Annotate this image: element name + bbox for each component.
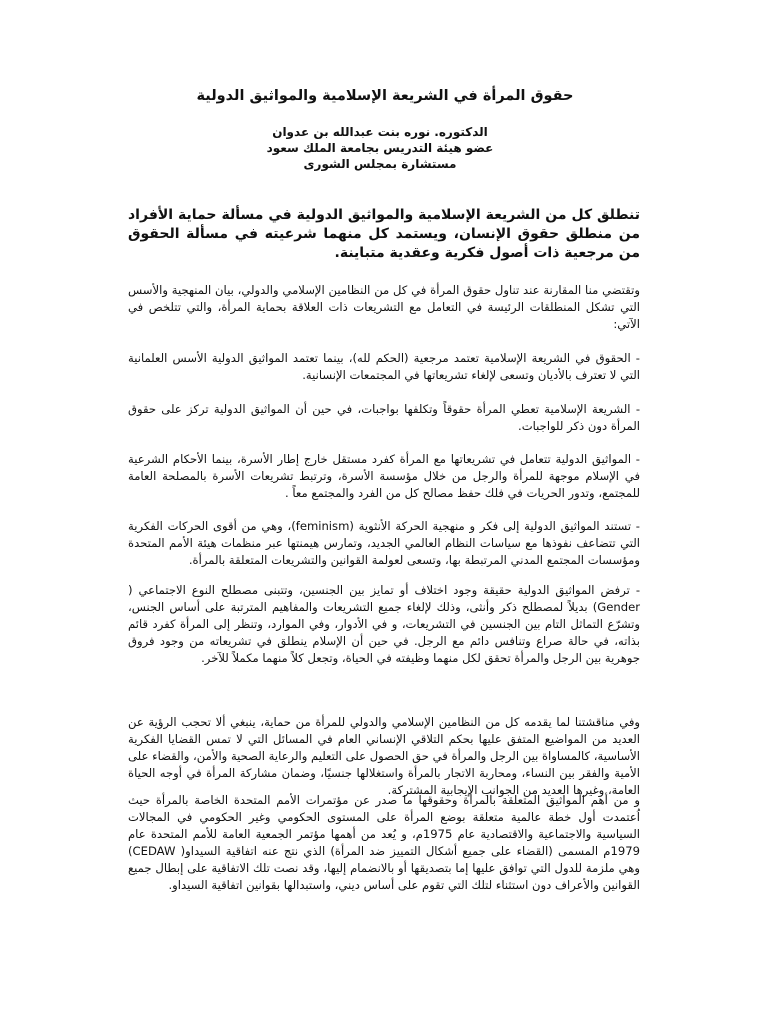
point-reference-paragraph: - الحقوق في الشريعة الإسلامية تعتمد مرجعية (الحكم لله)، بينما تعتمد المواثيق الدولية الأسس العلمانية التي لا تعترف بالأديان وتسعى لإلغاء تشريعاتها في المجتمعات الإنسانية. <box>128 351 640 382</box>
conventions-paragraph: و من أهم المواثيق المتعلقة بالمرأة وحقوقها ما صدر عن مؤتمرات الأمم المتحدة الخاصة بالمرأة حيث اُعتمدت أول خطة عالمية متعلقة بوضع المرأة على المستوى الحكومي وغير الحكومي في المجالات السياسية والاجتماعية والاقتصادية عام 1975م، و يُعد من أهمها مؤتمر الجمعية العامة للأمم المتحدة عام 1979م المسمى (القضاء على جميع أشكال التمييز ضد المرأة) الذي نتج عنه اتفاقية السيداو( CEDAW) وهي ملزمة للدول التي توافق عليها إما بتصديقها أو بالانضمام إليها، وقد نصت تلك الاتفاقية على إبطال جميع القوانين والأعراف دون استثناء لتلك التي تقوم على أساس ديني، واستبدالها بقوانين اتفاقية السيداو. <box>128 793 640 892</box>
point-gender-paragraph: - ترفض المواثيق الدولية حقيقة وجود اختلاف أو تمايز بين الجنسين، وتتبنى مصطلح النوع الاجتماعي ( Gender) بديلاً لمصطلح ذكر وأنثى، وذلك لإلغاء جميع التشريعات والمفاهيم المترتبة على أساس الجنس، وتشرّع التماثل التام بين الجنسين في التشريعات، و في الأدوار، وفي الموارد، وتنظر إلى المرأة كفرد قائم بذاته، في حالة صراع وتنافس دائم مع الرجل. في حين أن الإسلام ينطلق في تشريعاته من وجود فروق جوهرية بين الرجل والمرأة تحقق لكل منهما وظيفته في الحياة، وتجعل كلاً منهما مكملاً للآخر. <box>128 583 640 665</box>
document-title: حقوق المرأة في الشريعة الإسلامية والمواثيق الدولية <box>196 88 574 104</box>
author-block <box>200 124 560 172</box>
discussion-paragraph: وفي مناقشتنا لما يقدمه كل من النظامين الإسلامي والدولي للمرأة من حماية، ينبغي ألا تحجب الرؤية عن العديد من المواضيع المتفق عليها بحكم التلاقي الإنساني العام في المسائل التي لا تمس القضايا الفكرية الأساسية، كالمساواة بين الرجل والمرأة في حق الحصول على التعليم والرعاية الصحية والأمن، والقضاء على الأمية والفقر بين النساء، ومحاربة الاتجار بالمرأة واستغلالها جنسيًا، وضمان مشاركة المرأة في أوجه الحياة العامة، وغيرها العديد من الجوانب الإيجابية المشتركة. <box>128 715 640 797</box>
author-position: عضو هيئة التدريس بجامعة الملك سعود <box>266 141 494 155</box>
author-name: الدكتوره. نوره بنت عبدالله بن عدوان <box>272 125 488 139</box>
point-feminism-paragraph: - تستند المواثيق الدولية إلى فكر و منهجية الحركة الأنثوية (feminism)، وهي من أقوى الحركات الفكرية التي تتضاعف نفوذها مع سياسات النظام العالمي الجديد، وتمارس هيمنتها عبر منظمات هيئة الأمم المتحدة ومؤسسات المجتمع المدني المرتبطة بها، وتسعى لعولمة القوانين والتشريعات المتعلقة بالمرأة. <box>128 519 640 567</box>
author-role: مستشارة بمجلس الشورى <box>303 157 457 171</box>
lead-paragraph: تنطلق كل من الشريعة الإسلامية والمواثيق الدولية في مسألة حماية الأفراد من منطلق حقوق الإنسان، ويستمد كل منهما شرعيته في مسألة الحقوق من مرجعية ذات أصول فكرية وعقدية متباينة. <box>128 207 640 261</box>
point-family-paragraph: - المواثيق الدولية تتعامل في تشريعاتها مع المرأة كفرد مستقل خارج إطار الأسرة، بينما الأحكام الشرعية في الإسلام موجهة للمرأة والرجل من خلال مؤسسة الأسرة، وترتبط تشريعات الأسرة بالمصلحة العامة للمجتمع، وتدور الحريات في فلك حفظ مصالح كل من الفرد والمجتمع معاً . <box>128 452 640 500</box>
point-rights-duties-paragraph: - الشريعة الإسلامية تعطي المرأة حقوقاً وتكلفها بواجبات، في حين أن المواثيق الدولية تركز على حقوق المرأة دون ذكر للواجبات. <box>128 402 640 433</box>
intro-paragraph: وتقتضي منا المقارنة عند تناول حقوق المرأة في كل من النظامين الإسلامي والدولي، بيان المنهجية والأسس التي تشكل المنطلقات الرئيسة في التعامل مع التشريعات ذات العلاقة بحماية المرأة، والتي تتلخص في الآتي: <box>128 283 640 331</box>
